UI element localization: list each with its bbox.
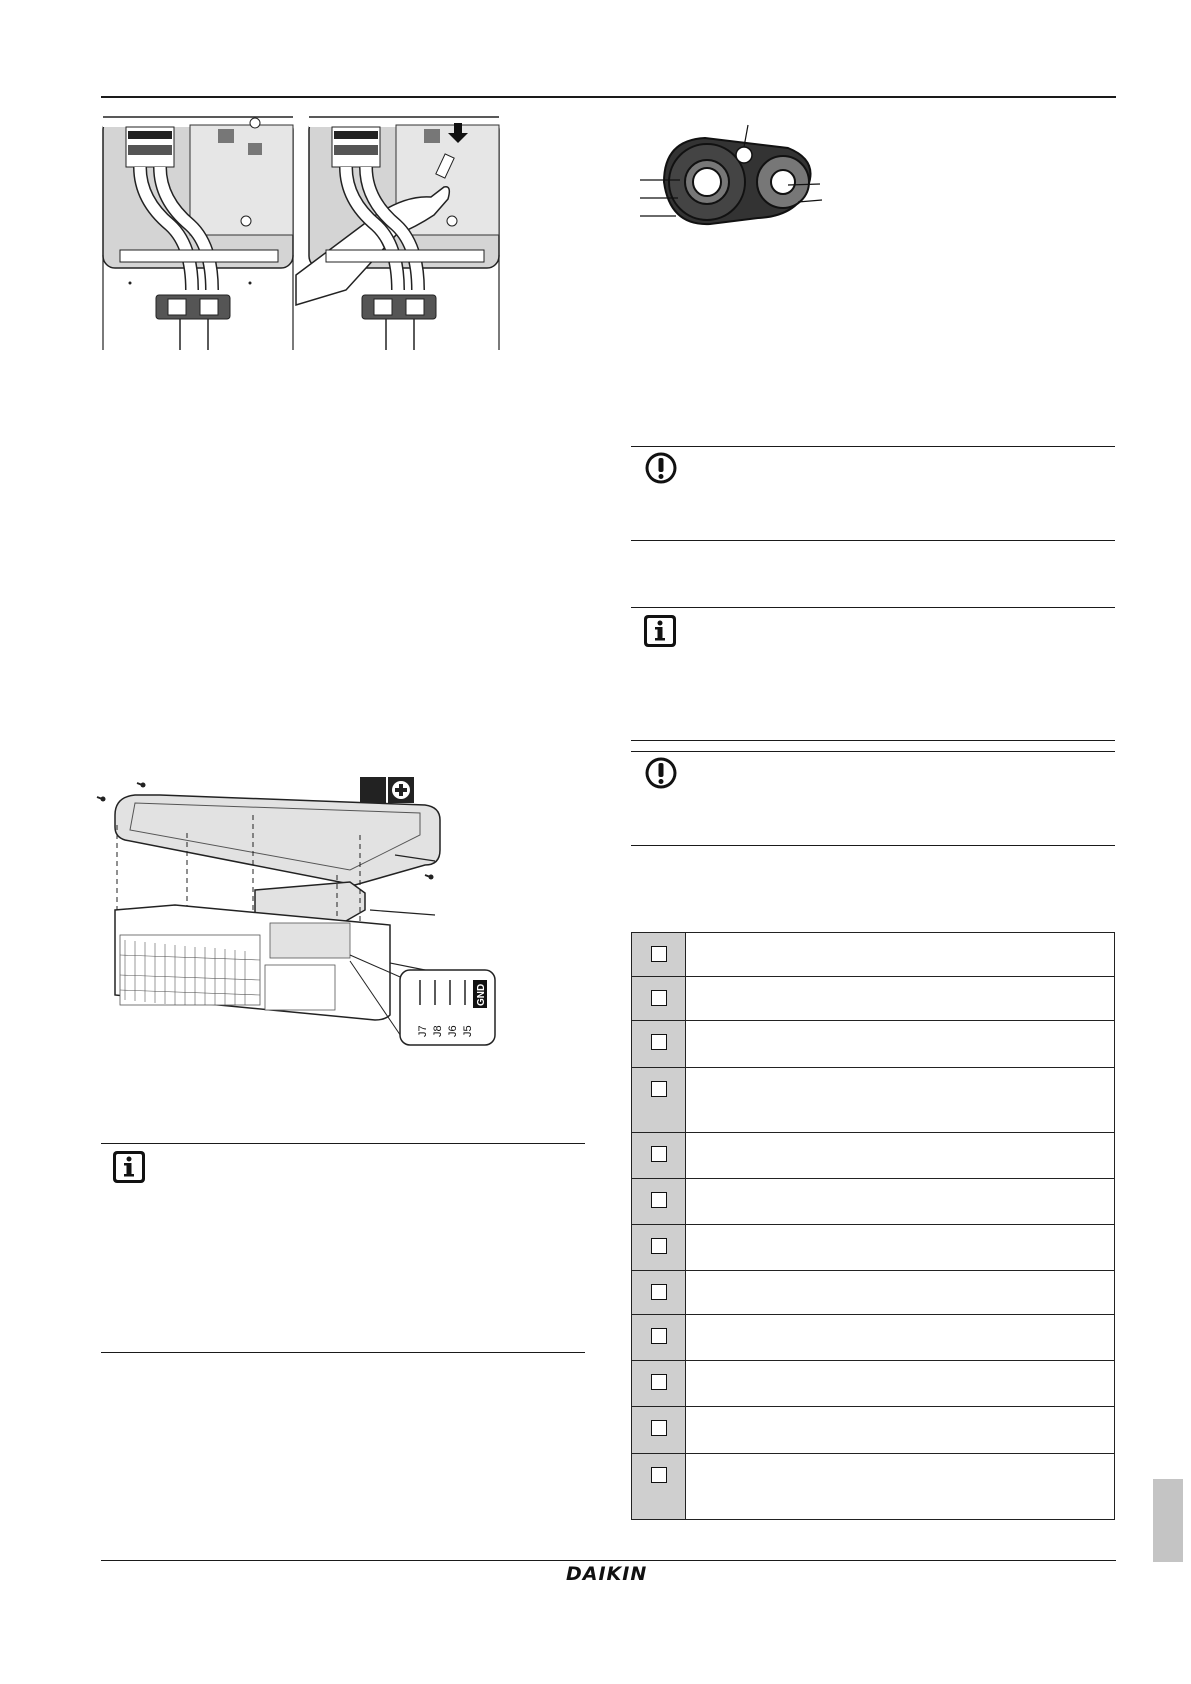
checklist-text (686, 1407, 1114, 1453)
checklist-text (686, 1361, 1114, 1406)
checklist-row (632, 977, 1114, 1021)
checklist-row (632, 1133, 1114, 1179)
exclamation-icon (644, 451, 678, 490)
notice-3-bottom-rule (631, 845, 1115, 846)
checklist-text (686, 1133, 1114, 1178)
header-rule (101, 96, 1116, 98)
info-icon (643, 614, 677, 653)
checklist-text (686, 933, 1114, 976)
checkbox[interactable] (651, 946, 667, 962)
checkbox[interactable] (651, 1146, 667, 1162)
wiring-panel-1 (103, 115, 293, 350)
checkbox[interactable] (651, 1467, 667, 1483)
exclamation-icon (644, 756, 678, 795)
checklist-text (686, 1454, 1114, 1519)
checklist-table (631, 932, 1115, 1520)
checkbox[interactable] (651, 1328, 667, 1344)
ground-symbol (250, 118, 260, 128)
checklist-row (632, 1361, 1114, 1407)
checklist-row (632, 1271, 1114, 1315)
notice-2-top-rule (631, 607, 1115, 608)
checkbox[interactable] (651, 1238, 667, 1254)
checklist-row (632, 1021, 1114, 1068)
checklist-text (686, 1271, 1114, 1314)
checklist-row (632, 1407, 1114, 1454)
checklist-row (632, 1454, 1114, 1520)
notice-1-bottom-rule (631, 540, 1115, 541)
screwdriver-phillips-icon (360, 777, 414, 803)
checklist-row (632, 1225, 1114, 1271)
checklist-text (686, 977, 1114, 1020)
checkbox[interactable] (651, 1284, 667, 1300)
side-tab (1153, 1479, 1183, 1562)
checklist-row (632, 1179, 1114, 1225)
checklist-text (686, 1068, 1114, 1132)
cable-clamp (156, 295, 230, 319)
notice-2-bottom-rule (631, 740, 1115, 741)
checklist-text (686, 1225, 1114, 1270)
checkbox[interactable] (651, 1192, 667, 1208)
screw (97, 797, 106, 802)
checklist-row (632, 933, 1114, 977)
checklist-row (632, 1068, 1114, 1133)
wiring-figure (100, 115, 505, 350)
wiring-panel-2 (296, 115, 499, 350)
terminal-block (126, 127, 174, 167)
checkbox[interactable] (651, 1081, 667, 1097)
info-icon (112, 1150, 146, 1189)
footer-rule (101, 1560, 1116, 1561)
connector-label-j7: J7 (417, 1025, 429, 1037)
checkbox[interactable] (651, 1034, 667, 1050)
screw (425, 875, 434, 880)
screw (137, 783, 146, 788)
connector-label-j6: J6 (447, 1025, 459, 1037)
cable-cross-section (640, 120, 840, 230)
checklist-text (686, 1315, 1114, 1360)
checkbox[interactable] (651, 1374, 667, 1390)
connector-label-j5: J5 (462, 1025, 474, 1037)
checkbox[interactable] (651, 990, 667, 1006)
notice-3-top-rule (631, 751, 1115, 752)
checkbox[interactable] (651, 1420, 667, 1436)
checklist-text (686, 1021, 1114, 1067)
connector-label-j8: J8 (432, 1025, 444, 1037)
notice-1-top-rule (631, 446, 1115, 447)
notice-4-top-rule (101, 1143, 585, 1144)
connector-label-gnd: GND (476, 983, 487, 1006)
checklist-text (686, 1179, 1114, 1224)
checklist-row (632, 1315, 1114, 1361)
notice-4-bottom-rule (101, 1352, 585, 1353)
unit-exploded-figure (95, 775, 535, 1095)
daikin-logo: DAIKIN (566, 1563, 648, 1585)
